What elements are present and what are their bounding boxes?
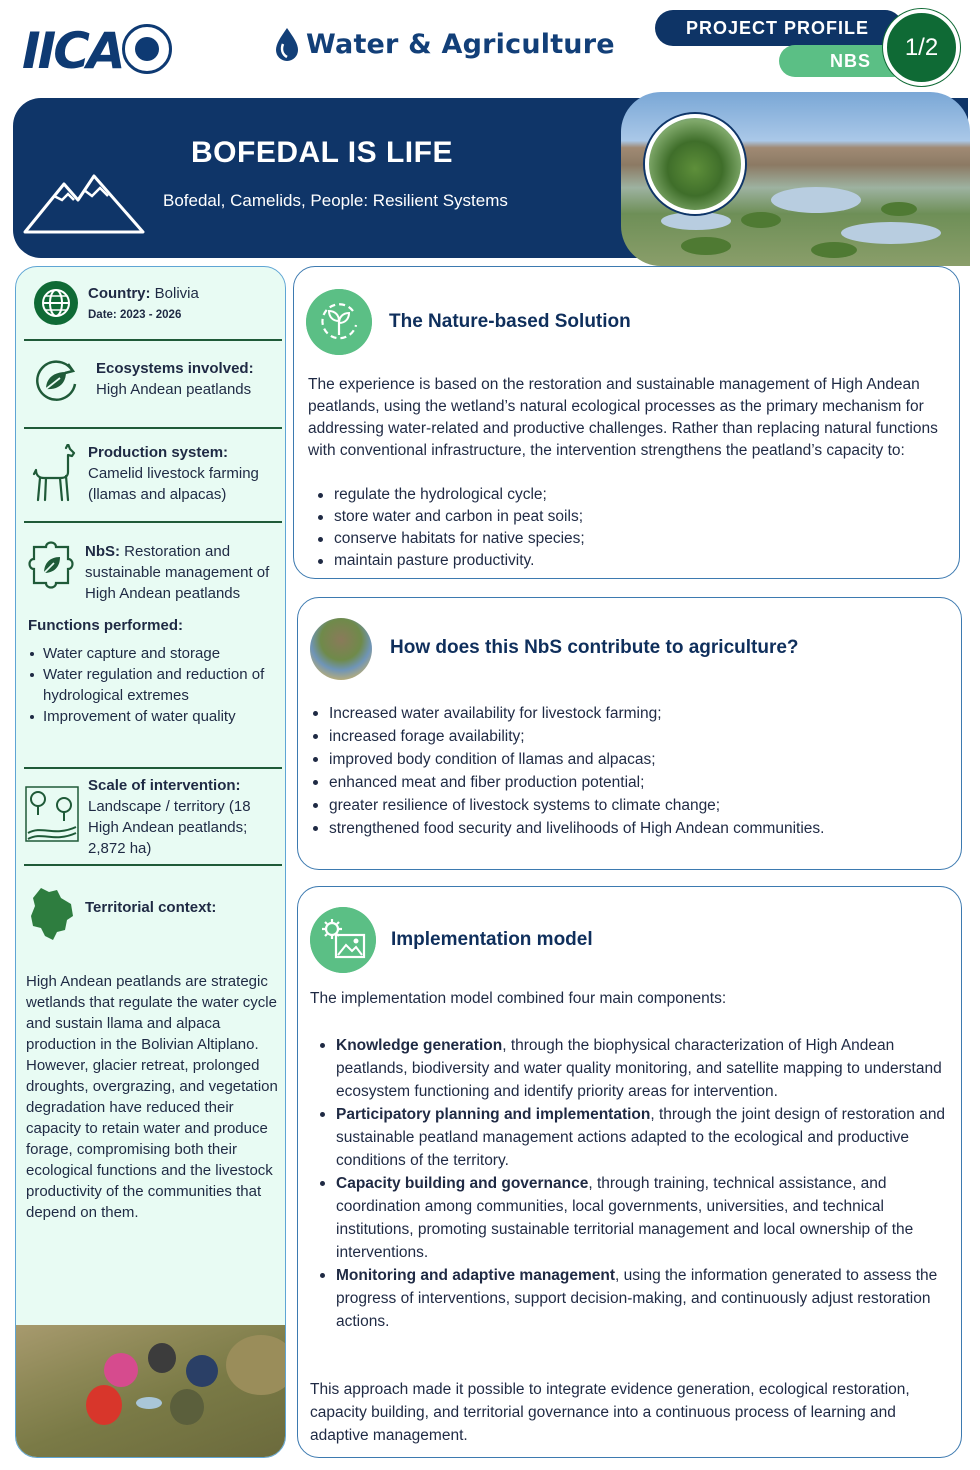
nbs-field [85,541,281,604]
nbs-card-title: The Nature-based Solution [389,311,631,332]
implementation-closing: This approach made it possible to integrate evidence generation, ecological restoration, capacity building, and territorial governance into a continuous process of learning and adaptive management. [310,1381,910,1444]
production-label: Production system: [88,444,229,461]
list-item: improved body condition of llamas and alpacas; [303,748,953,771]
peatland-thumbnail [310,618,372,680]
plant-cycle-icon [306,289,372,355]
list-item: strengthened food security and livelihoods of High Andean communities. [303,817,953,840]
agriculture-benefits-list [303,702,953,840]
date-range: Date: 2023 - 2026 [88,309,182,321]
scale-field [88,775,284,859]
component-name: Monitoring and adaptive management [336,1267,616,1284]
functions-title: Functions performed: [28,617,184,634]
implementation-card-title: Implementation model [391,929,593,950]
nbs-card-intro: The experience is based on the restoration and sustainable management of High Andean peatlands, using the wetland’s natural ecological processes as the primary mechanism for addressing water-related and productive challenges. Rather than replacing natural functions with conventional infrastructure, the intervention strengthens the peatland’s capacity to: [308,376,938,459]
peatland-inset-photo [645,114,745,214]
country-field [88,283,278,304]
list-item: Increased water availability for livestock farming; [303,702,953,725]
leaf-cycle-icon [32,356,80,404]
brand-title [274,26,615,62]
nbs-label: NbS: [85,543,120,560]
puzzle-leaf-icon [24,537,80,593]
list-item: enhanced meat and fiber production potential; [303,771,953,794]
list-item: maintain pasture productivity. [308,550,948,572]
list-item: increased forage availability; [303,725,953,748]
implementation-components-list [310,1034,950,1333]
nbs-badge: NBS [779,45,909,77]
nbs-capacity-list [308,484,948,572]
component-description: , through the biophysical characterization of High Andean peatlands, biodiversity and water quality monitoring, and satellite mapping to understand ecosystem functioning and identify priority areas for intervention. [336,1037,942,1100]
list-item: regulate the hydrological cycle; [308,484,948,506]
fieldwork-photo [16,1325,286,1458]
scale-label: Scale of intervention: [88,777,241,794]
ecosystems-value: High Andean peatlands [96,381,252,398]
bolivia-map-icon [27,886,75,942]
brand-title-text: Water & Agriculture [306,28,615,60]
divider [24,864,282,866]
implementation-card [297,886,962,1458]
iica-logo-text: IICA [22,22,123,80]
llama-icon [30,444,80,502]
scale-value: Landscape / territory (18 High Andean peatlands; 2,872 ha) [88,798,251,857]
component-description: , through training, technical assistance, and coordination among communities, local governments, universities, and technical institutions, promoting sustainable territorial management and local ownership of the interventions. [336,1175,914,1261]
landscape-trees-icon [24,785,80,843]
component-name: Knowledge generation [336,1037,503,1054]
list-item [310,1034,950,1103]
list-item: Improvement of water quality [28,706,286,727]
component-description: , through the joint design of restoration and sustainable peatland management actions adapted to the ecological and productive conditions of the territory. [336,1106,946,1169]
ecosystems-field [96,358,280,400]
nbs-card [293,266,960,579]
nbs-value: Restoration and sustainable management of High Andean peatlands [85,543,270,602]
iica-logo [22,18,172,78]
gear-image-icon [310,907,376,973]
ecosystems-label: Ecosystems involved: [96,360,254,377]
page-subtitle: Bofedal, Camelids, People: Resilient Systems [163,191,508,210]
production-value: Camelid livestock farming (llamas and alpacas) [88,465,259,503]
list-item [310,1264,950,1333]
iica-seal-icon [122,24,172,74]
component-name: Capacity building and governance [336,1175,589,1192]
list-item: Water capture and storage [28,643,286,664]
project-profile-badge: PROJECT PROFILE [655,10,903,46]
territorial-text: High Andean peatlands are strategic wetlands that regulate the water cycle and sustain llama and alpaca production in the Bolivian Altiplano. However, glacier retreat, prolonged droughts, overgrazing, and vegetation degradation have reduced their capacity to retain water and produce forage, compromising both their ecological functions and the livestock productivity of the communities that depend on them. [26,973,278,1221]
agriculture-card-title: How does this NbS contribute to agriculture? [390,637,799,658]
list-item: Water regulation and reduction of hydrological extremes [28,664,286,706]
territorial-label: Territorial context: [85,899,217,916]
country-value: Bolivia [154,285,199,302]
mountain-icon [22,170,146,234]
globe-icon [33,280,79,326]
page-indicator: 1/2 [883,9,960,86]
divider [24,339,282,341]
divider [24,767,282,769]
implementation-intro: The implementation model combined four main components: [310,990,727,1007]
project-summary-sidebar [15,266,286,1458]
agriculture-card [297,597,962,870]
functions-list [28,643,286,727]
list-item: conserve habitats for native species; [308,528,948,550]
component-description: , using the information generated to assess the progress of interventions, support decision-making, and continuously adjust restoration actions. [336,1267,938,1330]
divider [24,427,282,429]
list-item [310,1103,950,1172]
divider [24,521,282,523]
water-drop-icon [274,26,300,62]
list-item [310,1172,950,1264]
production-field [88,442,284,505]
page-title: BOFEDAL IS LIFE [191,136,453,169]
list-item: greater resilience of livestock systems to climate change; [303,794,953,817]
country-label: Country: [88,285,151,302]
list-item: store water and carbon in peat soils; [308,506,948,528]
component-name: Participatory planning and implementation [336,1106,651,1123]
